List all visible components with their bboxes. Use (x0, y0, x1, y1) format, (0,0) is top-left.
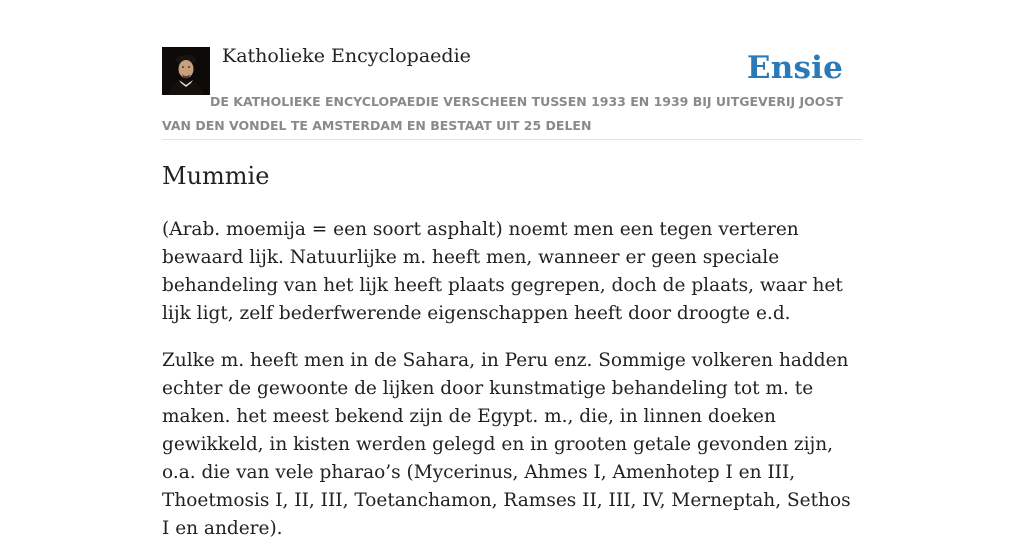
site-header (162, 44, 862, 140)
site-tagline: DE KATHOLIEKE ENCYCLOPAEDIE VERSCHEEN TUSSEN 1933 EN 1939 BIJ UITGEVERIJ JOOST VAN DEN VONDEL TE AMSTERDAM EN BESTAAT UIT 25 DELEN (162, 94, 843, 133)
portrait-avatar[interactable] (162, 47, 210, 95)
article-paragraph-2: Zulke m. heeft men in de Sahara, in Peru enz. Sommige volkeren hadden echter de gewoonte de lijken door kunstmatige behandeling tot m. te maken. het meest bekend zijn de Egypt. m., die, in linnen doeken gewikkeld, in kisten werden gelegd en in grooten getale gevonden zijn, o.a. die van vele pharao’s (Mycerinus, Ahmes I, Amenhotep I en III, Thoetmosis I, II, III, Toetanchamon, Ramses II, III, IV, Merneptah, Sethos I en andere). (162, 350, 851, 539)
ensie-logo-link[interactable]: Ensie (746, 50, 843, 86)
content-container (162, 44, 862, 539)
site-title-link[interactable]: Katholieke Encyclopaedie (222, 45, 471, 67)
article-title: Mummie (162, 162, 270, 190)
article-paragraph-1: (Arab. moemija = een soort asphalt) noemt men een tegen verteren bewaard lijk. Natuurlijke m. heeft men, wanneer er geen speciale behandeling van het lijk heeft plaats gegrepen, doch de plaats, waar het lijk ligt, zelf bederfwerende eigenschappen heeft door droogte e.d. (162, 219, 843, 324)
portrait-icon (162, 47, 210, 95)
